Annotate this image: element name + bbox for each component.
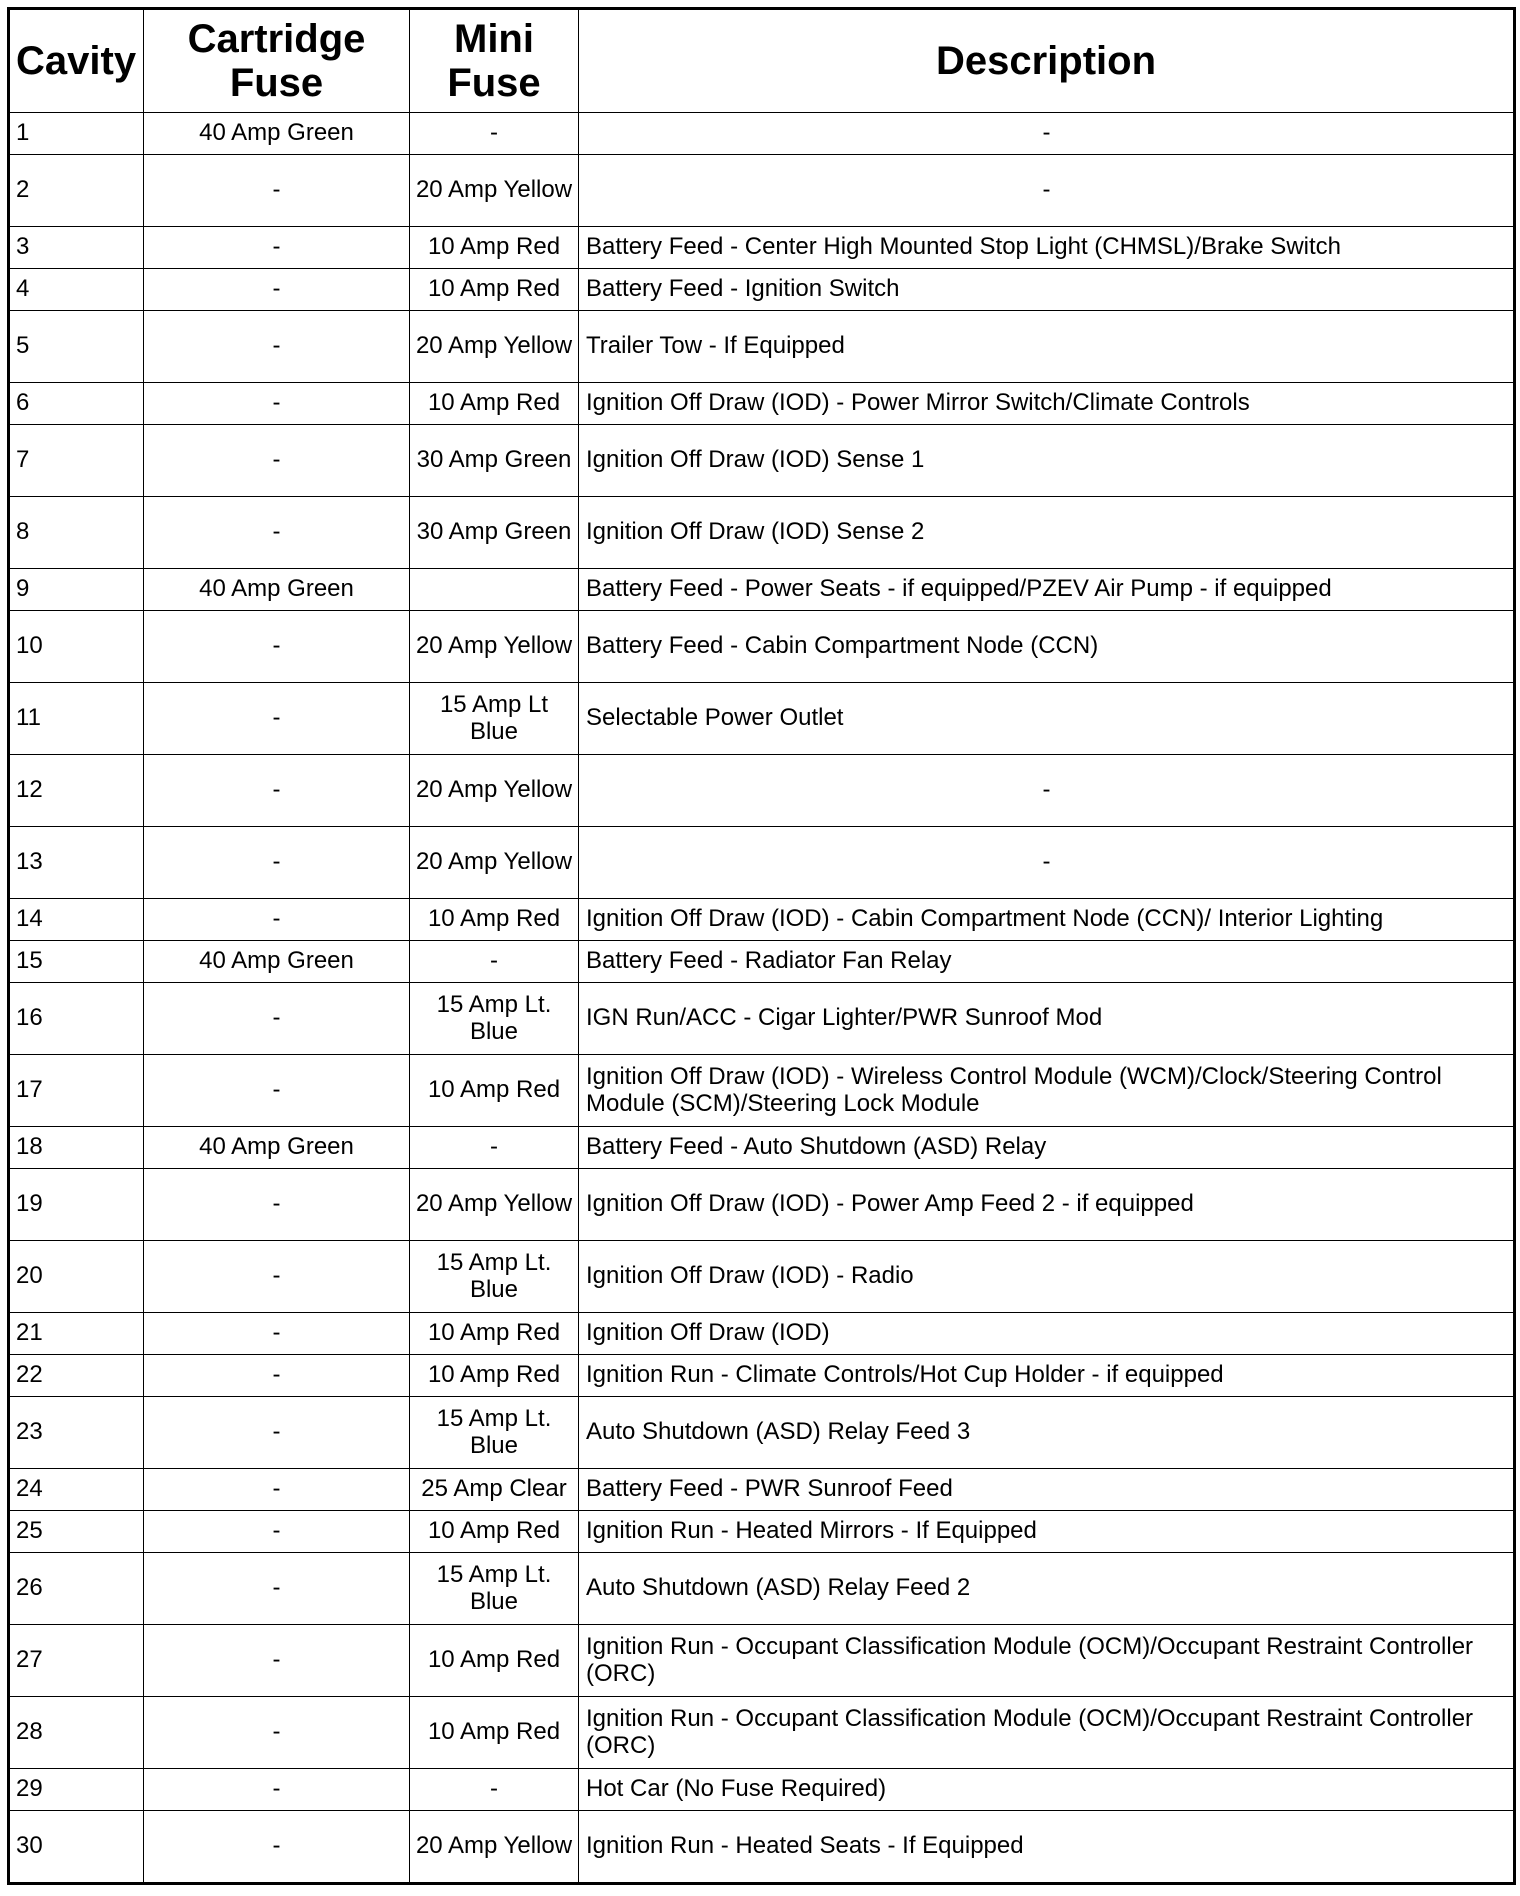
cell-description: Ignition Off Draw (IOD) - Wireless Control Module (WCM)/Clock/Steering Control Module (SCM)/Steering Lock Module bbox=[579, 1055, 1515, 1127]
cell-description: Ignition Run - Climate Controls/Hot Cup Holder - if equipped bbox=[579, 1355, 1515, 1397]
cell-cartridge-fuse: - bbox=[144, 1625, 410, 1697]
cell-cartridge-fuse: 40 Amp Green bbox=[144, 569, 410, 611]
cell-cartridge-fuse: - bbox=[144, 1313, 410, 1355]
cell-cartridge-fuse: - bbox=[144, 1697, 410, 1769]
cell-mini-fuse: - bbox=[410, 113, 579, 155]
cell-mini-fuse: 10 Amp Red bbox=[410, 383, 579, 425]
cell-cavity: 14 bbox=[9, 899, 144, 941]
table-row bbox=[9, 1811, 1515, 1884]
cell-description: IGN Run/ACC - Cigar Lighter/PWR Sunroof Mod bbox=[579, 983, 1515, 1055]
table-row bbox=[9, 425, 1515, 497]
table-row bbox=[9, 1313, 1515, 1355]
cell-description: - bbox=[579, 113, 1515, 155]
cell-cavity: 17 bbox=[9, 1055, 144, 1127]
table-row bbox=[9, 1055, 1515, 1127]
cell-mini-fuse: 20 Amp Yellow bbox=[410, 611, 579, 683]
table-row bbox=[9, 1469, 1515, 1511]
cell-cavity: 8 bbox=[9, 497, 144, 569]
cell-cavity: 20 bbox=[9, 1241, 144, 1313]
cell-mini-fuse: 20 Amp Yellow bbox=[410, 755, 579, 827]
cell-cavity: 30 bbox=[9, 1811, 144, 1884]
cell-cartridge-fuse: - bbox=[144, 1469, 410, 1511]
cell-description: Hot Car (No Fuse Required) bbox=[579, 1769, 1515, 1811]
cell-description: Ignition Off Draw (IOD) - Power Amp Feed 2 - if equipped bbox=[579, 1169, 1515, 1241]
cell-cavity: 3 bbox=[9, 227, 144, 269]
cell-cavity: 15 bbox=[9, 941, 144, 983]
cell-cavity: 2 bbox=[9, 155, 144, 227]
cell-cavity: 22 bbox=[9, 1355, 144, 1397]
cell-cartridge-fuse: - bbox=[144, 1055, 410, 1127]
cell-description: Ignition Run - Heated Seats - If Equipped bbox=[579, 1811, 1515, 1884]
cell-description: Trailer Tow - If Equipped bbox=[579, 311, 1515, 383]
table-row bbox=[9, 497, 1515, 569]
cell-mini-fuse bbox=[410, 569, 579, 611]
table-body bbox=[9, 113, 1515, 1884]
cell-mini-fuse: 10 Amp Red bbox=[410, 1355, 579, 1397]
cell-mini-fuse: - bbox=[410, 941, 579, 983]
cell-description: Ignition Run - Occupant Classification Module (OCM)/Occupant Restraint Controller (ORC) bbox=[579, 1625, 1515, 1697]
table-row bbox=[9, 941, 1515, 983]
table-row bbox=[9, 383, 1515, 425]
table-row bbox=[9, 1397, 1515, 1469]
cell-cavity: 6 bbox=[9, 383, 144, 425]
cell-cavity: 21 bbox=[9, 1313, 144, 1355]
table-row bbox=[9, 155, 1515, 227]
cell-mini-fuse: 15 Amp Lt Blue bbox=[410, 683, 579, 755]
cell-description: Ignition Off Draw (IOD) - Cabin Compartment Node (CCN)/ Interior Lighting bbox=[579, 899, 1515, 941]
cell-mini-fuse: 10 Amp Red bbox=[410, 1511, 579, 1553]
cell-description: Auto Shutdown (ASD) Relay Feed 3 bbox=[579, 1397, 1515, 1469]
cell-cavity: 4 bbox=[9, 269, 144, 311]
cell-cavity: 19 bbox=[9, 1169, 144, 1241]
table-row bbox=[9, 983, 1515, 1055]
cell-description: Battery Feed - PWR Sunroof Feed bbox=[579, 1469, 1515, 1511]
table-row bbox=[9, 1169, 1515, 1241]
cell-cartridge-fuse: - bbox=[144, 227, 410, 269]
header-cartridge-fuse: Cartridge Fuse bbox=[144, 9, 410, 113]
cell-cavity: 7 bbox=[9, 425, 144, 497]
cell-description: Battery Feed - Auto Shutdown (ASD) Relay bbox=[579, 1127, 1515, 1169]
cell-cavity: 11 bbox=[9, 683, 144, 755]
cell-mini-fuse: 10 Amp Red bbox=[410, 899, 579, 941]
table-row bbox=[9, 1127, 1515, 1169]
cell-cartridge-fuse: - bbox=[144, 311, 410, 383]
cell-mini-fuse: 15 Amp Lt. Blue bbox=[410, 983, 579, 1055]
cell-description: - bbox=[579, 827, 1515, 899]
cell-description: Battery Feed - Center High Mounted Stop Light (CHMSL)/Brake Switch bbox=[579, 227, 1515, 269]
cell-cartridge-fuse: - bbox=[144, 383, 410, 425]
table-row bbox=[9, 311, 1515, 383]
cell-description: Ignition Off Draw (IOD) bbox=[579, 1313, 1515, 1355]
table-row bbox=[9, 1553, 1515, 1625]
table-row bbox=[9, 899, 1515, 941]
cell-description: Battery Feed - Cabin Compartment Node (CCN) bbox=[579, 611, 1515, 683]
cell-cartridge-fuse: - bbox=[144, 497, 410, 569]
cell-description: Selectable Power Outlet bbox=[579, 683, 1515, 755]
cell-description: Ignition Off Draw (IOD) Sense 1 bbox=[579, 425, 1515, 497]
cell-mini-fuse: 30 Amp Green bbox=[410, 425, 579, 497]
table-row bbox=[9, 1625, 1515, 1697]
cell-cavity: 29 bbox=[9, 1769, 144, 1811]
cell-cartridge-fuse: - bbox=[144, 425, 410, 497]
cell-cartridge-fuse: 40 Amp Green bbox=[144, 113, 410, 155]
cell-cavity: 18 bbox=[9, 1127, 144, 1169]
cell-mini-fuse: 10 Amp Red bbox=[410, 227, 579, 269]
cell-cartridge-fuse: - bbox=[144, 899, 410, 941]
cell-description: - bbox=[579, 155, 1515, 227]
header-cavity: Cavity bbox=[9, 9, 144, 113]
table-row bbox=[9, 569, 1515, 611]
cell-cavity: 28 bbox=[9, 1697, 144, 1769]
cell-cavity: 23 bbox=[9, 1397, 144, 1469]
table-row bbox=[9, 227, 1515, 269]
table-row bbox=[9, 683, 1515, 755]
cell-cartridge-fuse: - bbox=[144, 1811, 410, 1884]
cell-cartridge-fuse: - bbox=[144, 1397, 410, 1469]
cell-mini-fuse: 30 Amp Green bbox=[410, 497, 579, 569]
cell-mini-fuse: 20 Amp Yellow bbox=[410, 311, 579, 383]
table-row bbox=[9, 1769, 1515, 1811]
cell-description: Battery Feed - Power Seats - if equipped/PZEV Air Pump - if equipped bbox=[579, 569, 1515, 611]
cell-cavity: 13 bbox=[9, 827, 144, 899]
cell-cartridge-fuse: - bbox=[144, 1355, 410, 1397]
cell-mini-fuse: 20 Amp Yellow bbox=[410, 1169, 579, 1241]
cell-cartridge-fuse: - bbox=[144, 827, 410, 899]
cell-mini-fuse: 10 Amp Red bbox=[410, 1055, 579, 1127]
cell-cavity: 1 bbox=[9, 113, 144, 155]
cell-mini-fuse: 10 Amp Red bbox=[410, 1313, 579, 1355]
cell-cartridge-fuse: - bbox=[144, 155, 410, 227]
cell-cartridge-fuse: - bbox=[144, 1769, 410, 1811]
cell-cartridge-fuse: - bbox=[144, 1553, 410, 1625]
cell-cavity: 27 bbox=[9, 1625, 144, 1697]
cell-mini-fuse: 10 Amp Red bbox=[410, 269, 579, 311]
table-row bbox=[9, 269, 1515, 311]
cell-mini-fuse: 20 Amp Yellow bbox=[410, 827, 579, 899]
cell-cavity: 12 bbox=[9, 755, 144, 827]
cell-mini-fuse: 15 Amp Lt. Blue bbox=[410, 1553, 579, 1625]
cell-description: Battery Feed - Radiator Fan Relay bbox=[579, 941, 1515, 983]
cell-cartridge-fuse: - bbox=[144, 1511, 410, 1553]
header-mini-fuse: Mini Fuse bbox=[410, 9, 579, 113]
cell-cartridge-fuse: 40 Amp Green bbox=[144, 941, 410, 983]
table-row bbox=[9, 827, 1515, 899]
cell-cartridge-fuse: - bbox=[144, 683, 410, 755]
cell-cavity: 9 bbox=[9, 569, 144, 611]
table-row bbox=[9, 113, 1515, 155]
cell-cavity: 24 bbox=[9, 1469, 144, 1511]
cell-description: Ignition Run - Heated Mirrors - If Equipped bbox=[579, 1511, 1515, 1553]
cell-mini-fuse: 15 Amp Lt. Blue bbox=[410, 1241, 579, 1313]
cell-mini-fuse: - bbox=[410, 1127, 579, 1169]
table-row bbox=[9, 1511, 1515, 1553]
cell-cavity: 26 bbox=[9, 1553, 144, 1625]
cell-description: Ignition Run - Occupant Classification Module (OCM)/Occupant Restraint Controller (ORC) bbox=[579, 1697, 1515, 1769]
cell-description: Auto Shutdown (ASD) Relay Feed 2 bbox=[579, 1553, 1515, 1625]
cell-cartridge-fuse: - bbox=[144, 269, 410, 311]
table-row bbox=[9, 755, 1515, 827]
table-row bbox=[9, 1697, 1515, 1769]
cell-cartridge-fuse: - bbox=[144, 755, 410, 827]
cell-mini-fuse: 20 Amp Yellow bbox=[410, 1811, 579, 1884]
fuse-table bbox=[7, 7, 1516, 1885]
cell-cartridge-fuse: - bbox=[144, 1241, 410, 1313]
header-description: Description bbox=[579, 9, 1515, 113]
cell-mini-fuse: 25 Amp Clear bbox=[410, 1469, 579, 1511]
cell-cavity: 10 bbox=[9, 611, 144, 683]
cell-cartridge-fuse: - bbox=[144, 1169, 410, 1241]
cell-cartridge-fuse: 40 Amp Green bbox=[144, 1127, 410, 1169]
cell-mini-fuse: 10 Amp Red bbox=[410, 1625, 579, 1697]
cell-cavity: 25 bbox=[9, 1511, 144, 1553]
cell-mini-fuse: 20 Amp Yellow bbox=[410, 155, 579, 227]
table-row bbox=[9, 1355, 1515, 1397]
cell-cavity: 16 bbox=[9, 983, 144, 1055]
cell-description: Ignition Off Draw (IOD) Sense 2 bbox=[579, 497, 1515, 569]
table-row bbox=[9, 611, 1515, 683]
cell-cartridge-fuse: - bbox=[144, 983, 410, 1055]
cell-description: Ignition Off Draw (IOD) - Power Mirror Switch/Climate Controls bbox=[579, 383, 1515, 425]
cell-cartridge-fuse: - bbox=[144, 611, 410, 683]
cell-mini-fuse: 15 Amp Lt. Blue bbox=[410, 1397, 579, 1469]
cell-description: Battery Feed - Ignition Switch bbox=[579, 269, 1515, 311]
header-row bbox=[9, 9, 1515, 113]
cell-mini-fuse: - bbox=[410, 1769, 579, 1811]
cell-cavity: 5 bbox=[9, 311, 144, 383]
cell-mini-fuse: 10 Amp Red bbox=[410, 1697, 579, 1769]
cell-description: - bbox=[579, 755, 1515, 827]
table-row bbox=[9, 1241, 1515, 1313]
cell-description: Ignition Off Draw (IOD) - Radio bbox=[579, 1241, 1515, 1313]
